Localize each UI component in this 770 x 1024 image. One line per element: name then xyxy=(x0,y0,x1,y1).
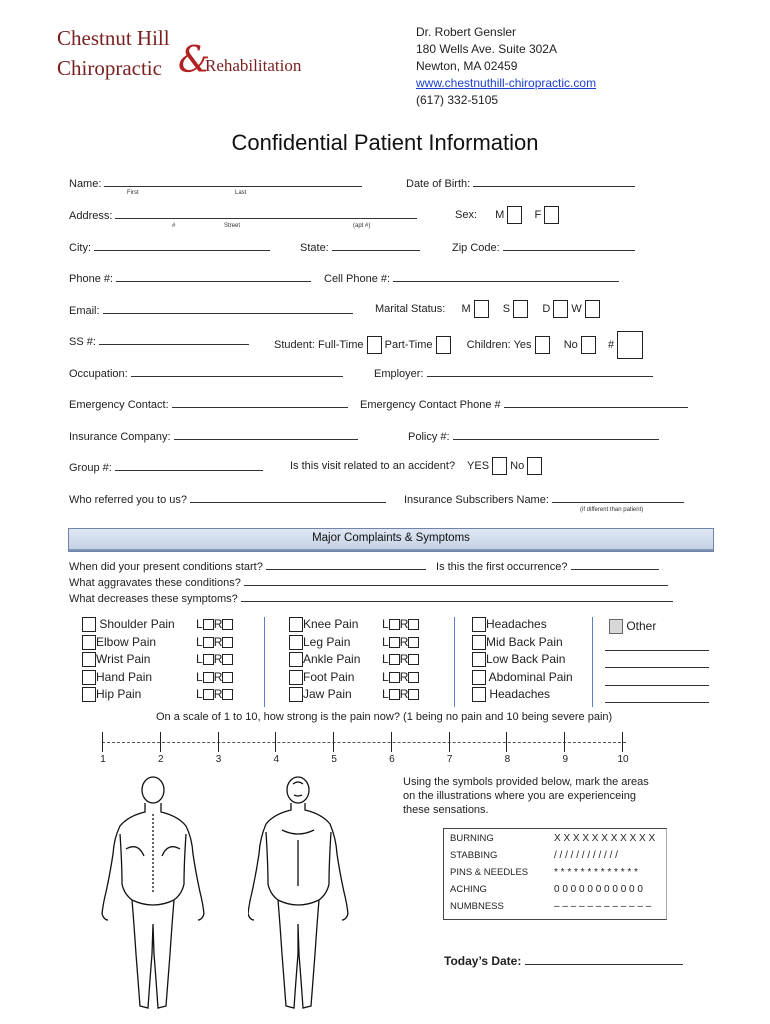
zip-label: Zip Code: xyxy=(452,242,500,254)
complaint-label: Hip Pain xyxy=(96,687,142,701)
name-field[interactable] xyxy=(104,176,362,187)
right-checkbox[interactable] xyxy=(408,654,419,665)
marital-s-checkbox[interactable] xyxy=(513,300,528,318)
page-title: Confidential Patient Information xyxy=(231,130,539,155)
legend-name: BURNING xyxy=(450,833,494,844)
name-label: Name: xyxy=(69,178,102,190)
children-no-label: No xyxy=(563,338,578,351)
legend-name: PINS & NEEDLES xyxy=(450,867,529,878)
cell-row xyxy=(324,271,619,285)
low-back-checkbox[interactable] xyxy=(472,652,486,667)
marital-m-checkbox[interactable] xyxy=(474,300,489,318)
scale-tick[interactable] xyxy=(506,732,507,752)
sex-female-label: F xyxy=(534,208,542,221)
left-checkbox[interactable] xyxy=(389,654,400,665)
emergency-phone-row xyxy=(360,397,688,411)
left-label: L xyxy=(382,617,389,631)
scale-label: 2 xyxy=(157,754,164,765)
other-block xyxy=(609,619,656,637)
logo-ampersand: & xyxy=(178,40,211,81)
right-label: R xyxy=(213,669,223,684)
q1b-label: Is this the first occurrence? xyxy=(436,561,568,573)
children-yes-label: Yes xyxy=(513,338,532,351)
insurance-row xyxy=(69,429,358,443)
phone-label: Phone #: xyxy=(69,273,114,285)
dob-label: Date of Birth: xyxy=(406,178,471,190)
clinic-info xyxy=(416,24,596,109)
complaint-label: Headaches xyxy=(489,687,551,701)
right-label: R xyxy=(399,634,409,649)
left-label: L xyxy=(382,652,389,666)
address-label: Address: xyxy=(69,210,113,222)
abdominal-checkbox[interactable] xyxy=(472,670,486,685)
marital-d-checkbox[interactable] xyxy=(553,300,568,318)
student-label: Student: xyxy=(274,338,315,351)
legend-row xyxy=(450,867,528,878)
right-label: R xyxy=(213,634,223,649)
todays-date-field[interactable] xyxy=(525,954,683,965)
column-divider xyxy=(592,617,593,707)
q2-row xyxy=(69,575,668,589)
left-label: L xyxy=(382,669,389,684)
left-checkbox[interactable] xyxy=(203,619,214,630)
fulltime-label: Full-Time xyxy=(318,338,364,351)
if-different-hint: (if different than patient) xyxy=(580,507,644,513)
marital-row xyxy=(375,300,600,318)
state-field[interactable] xyxy=(332,240,420,251)
clinic-street: 180 Wells Ave. Suite 302A xyxy=(416,42,557,56)
q1-row xyxy=(69,559,659,573)
scale-label: 5 xyxy=(331,754,337,765)
symbols-prompt xyxy=(403,775,649,817)
lr-col2 xyxy=(382,617,419,705)
pain-scale[interactable] xyxy=(96,730,636,770)
last-hint: Last xyxy=(235,190,247,196)
left-label: L xyxy=(196,687,203,701)
children-count-box[interactable] xyxy=(617,331,643,359)
num-hint: # xyxy=(172,223,176,229)
right-checkbox[interactable] xyxy=(222,654,233,665)
complaints-col1 xyxy=(82,617,175,705)
left-label: L xyxy=(196,652,203,666)
referred-row xyxy=(69,492,386,506)
accident-no-checkbox[interactable] xyxy=(527,457,542,475)
other-checkbox[interactable] xyxy=(609,619,623,634)
scale-label: 1 xyxy=(100,754,106,765)
legend-symbol: 0 0 0 0 0 0 0 0 0 0 0 xyxy=(554,884,643,895)
legend-name: ACHING xyxy=(450,884,487,895)
marital-w-checkbox[interactable] xyxy=(585,300,600,318)
complaint-label: Foot Pain xyxy=(303,669,355,684)
children-count-label: # xyxy=(607,338,615,351)
doctor-name: Dr. Robert Gensler xyxy=(416,25,517,39)
right-label: R xyxy=(399,652,409,666)
city-field[interactable] xyxy=(94,240,270,251)
children-label: Children: xyxy=(466,338,511,351)
left-checkbox[interactable] xyxy=(389,689,400,700)
right-label: R xyxy=(213,652,223,666)
sex-female-checkbox[interactable] xyxy=(544,206,559,224)
occupation-row xyxy=(69,366,343,380)
cell-label: Cell Phone #: xyxy=(324,273,391,285)
insurance-label: Insurance Company: xyxy=(69,431,171,443)
q1-label: When did your present conditions start? xyxy=(69,561,263,573)
right-label: R xyxy=(399,617,409,631)
hip-checkbox[interactable] xyxy=(82,687,96,702)
complaint-label: Low Back Pain xyxy=(486,652,566,666)
subscriber-row xyxy=(404,492,684,506)
section-title: Major Complaints & Symptoms xyxy=(312,532,470,544)
complaints-col2 xyxy=(289,617,360,705)
group-label: Group #: xyxy=(69,462,112,474)
complaint-label: Wrist Pain xyxy=(96,652,151,666)
left-label: L xyxy=(382,687,389,701)
referred-label: Who referred you to us? xyxy=(69,494,188,506)
headaches-checkbox[interactable] xyxy=(472,617,486,632)
name-row xyxy=(69,176,362,190)
student-row xyxy=(274,331,643,359)
body-diagram-front[interactable] xyxy=(248,774,388,1020)
scale-label: 4 xyxy=(273,754,280,765)
logo-line2b: Rehabilitation xyxy=(205,56,302,75)
complaint-label: Shoulder Pain xyxy=(99,617,175,631)
cell-field[interactable] xyxy=(393,271,619,282)
complaints-col3 xyxy=(472,617,573,705)
other-line[interactable] xyxy=(605,667,709,668)
q2-label: What aggravates these conditions? xyxy=(69,577,241,589)
left-checkbox[interactable] xyxy=(203,637,214,648)
parttime-checkbox[interactable] xyxy=(436,336,451,354)
legend-name: STABBING xyxy=(450,850,498,861)
other-line[interactable] xyxy=(605,650,709,651)
referred-field[interactable] xyxy=(190,492,386,503)
wrist-checkbox[interactable] xyxy=(82,652,96,667)
shoulder-checkbox[interactable] xyxy=(82,617,96,632)
marital-s-label: S xyxy=(502,302,511,315)
sex-male-label: M xyxy=(495,208,505,221)
scale-tick[interactable] xyxy=(333,732,334,752)
legend-symbol: X X X X X X X X X X X xyxy=(554,833,656,844)
body-diagram-back[interactable] xyxy=(98,774,248,1020)
occupation-label: Occupation: xyxy=(69,368,128,380)
street-hint: Street xyxy=(224,223,241,229)
right-checkbox[interactable] xyxy=(408,689,419,700)
emergency-field[interactable] xyxy=(172,397,348,408)
zip-row xyxy=(452,240,635,254)
right-checkbox[interactable] xyxy=(408,672,419,683)
scale-label: 7 xyxy=(446,754,453,765)
accident-yes-checkbox[interactable] xyxy=(492,457,507,475)
logo-line2a: Chiropractic xyxy=(57,56,162,80)
foot-checkbox[interactable] xyxy=(289,670,303,685)
todays-date-label: Today’s Date: xyxy=(444,954,522,968)
ss-label: SS #: xyxy=(69,336,96,348)
complaint-label: Jaw Pain xyxy=(303,687,352,701)
emergency-row xyxy=(69,397,348,411)
employer-row xyxy=(374,366,653,380)
dob-row xyxy=(406,176,635,190)
left-checkbox[interactable] xyxy=(203,672,214,683)
left-label: L xyxy=(196,634,203,649)
legend-symbol: – – – – – – – – – – – – xyxy=(554,901,652,912)
right-checkbox[interactable] xyxy=(222,672,233,683)
headaches2-checkbox[interactable] xyxy=(472,687,486,702)
accident-yes-label: YES xyxy=(467,459,490,472)
marital-m-label: M xyxy=(461,302,471,315)
mid-back-checkbox[interactable] xyxy=(472,635,486,650)
employer-label: Employer: xyxy=(374,368,424,380)
insurance-field[interactable] xyxy=(174,429,358,440)
complaint-label: Knee Pain xyxy=(303,617,359,631)
sex-label: Sex: xyxy=(455,208,478,221)
state-label: State: xyxy=(300,242,329,254)
scale-tick[interactable] xyxy=(218,732,219,752)
legend-row xyxy=(450,884,487,895)
group-row xyxy=(69,460,263,474)
left-checkbox[interactable] xyxy=(203,654,214,665)
emergency-label: Emergency Contact: xyxy=(69,399,169,411)
left-label: L xyxy=(382,634,389,649)
legend-name: NUMBNESS xyxy=(450,901,504,912)
sex-row xyxy=(455,206,559,224)
emergency-phone-field[interactable] xyxy=(504,397,688,408)
column-divider xyxy=(264,617,265,707)
scale-tick[interactable] xyxy=(564,732,565,752)
complaint-label: Hand Pain xyxy=(96,669,153,684)
q1b-field[interactable] xyxy=(571,559,659,570)
dob-field[interactable] xyxy=(473,176,635,187)
q1-field[interactable] xyxy=(266,559,426,570)
scale-label: 3 xyxy=(215,754,222,765)
complaint-label: Leg Pain xyxy=(303,634,351,649)
q3-label: What decreases these symptoms? xyxy=(69,593,238,605)
sex-male-checkbox[interactable] xyxy=(507,206,522,224)
clinic-logo xyxy=(55,24,315,86)
scale-tick[interactable] xyxy=(275,732,276,752)
complaint-label: Ankle Pain xyxy=(303,652,361,666)
accident-row xyxy=(290,457,542,475)
jaw-checkbox[interactable] xyxy=(289,687,303,702)
group-field[interactable] xyxy=(115,460,263,471)
emergency-phone-label: Emergency Contact Phone # xyxy=(360,399,501,411)
scale-tick[interactable] xyxy=(102,732,103,752)
state-row xyxy=(300,240,420,254)
scale-tick[interactable] xyxy=(160,732,161,752)
leg-checkbox[interactable] xyxy=(289,635,303,650)
scale-tick[interactable] xyxy=(391,732,392,752)
complaint-label: Abdominal Pain xyxy=(488,669,573,684)
legend-symbol: / / / / / / / / / / / / xyxy=(554,850,618,861)
marital-w-label: W xyxy=(571,302,582,315)
scale-label: 8 xyxy=(504,754,511,765)
address-field[interactable] xyxy=(115,208,417,219)
policy-field[interactable] xyxy=(453,429,659,440)
right-label: R xyxy=(213,687,223,701)
accident-label: Is this visit related to an accident? xyxy=(290,459,456,472)
policy-row xyxy=(408,429,659,443)
right-label: R xyxy=(399,687,409,701)
fulltime-checkbox[interactable] xyxy=(367,336,382,354)
city-label: City: xyxy=(69,242,91,254)
parttime-label: Part-Time xyxy=(384,338,433,351)
email-field[interactable] xyxy=(103,303,353,314)
left-checkbox[interactable] xyxy=(389,672,400,683)
other-line[interactable] xyxy=(605,702,709,703)
ankle-checkbox[interactable] xyxy=(289,652,303,667)
scale-label: 6 xyxy=(389,754,395,765)
right-checkbox[interactable] xyxy=(222,689,233,700)
scale-tick[interactable] xyxy=(622,732,623,752)
employer-field[interactable] xyxy=(427,366,653,377)
symbols-prompt-line: these sensations. xyxy=(403,804,489,816)
clinic-website[interactable]: www.chestnuthill-chiropractic.com xyxy=(416,76,597,90)
address-row xyxy=(69,208,417,222)
hand-checkbox[interactable] xyxy=(82,670,96,685)
knee-checkbox[interactable] xyxy=(289,617,303,632)
accident-no-label: No xyxy=(510,459,525,472)
right-checkbox[interactable] xyxy=(222,619,233,630)
right-checkbox[interactable] xyxy=(222,637,233,648)
scale-tick[interactable] xyxy=(449,732,450,752)
marital-label: Marital Status: xyxy=(375,302,446,315)
legend-row xyxy=(450,833,494,844)
symbols-prompt-line: Using the symbols provided below, mark the areas xyxy=(403,776,649,788)
left-checkbox[interactable] xyxy=(389,619,400,630)
complaint-label: Headaches xyxy=(486,617,547,631)
section-header xyxy=(68,528,714,552)
right-label: R xyxy=(213,617,223,631)
right-checkbox[interactable] xyxy=(408,637,419,648)
complaint-label: Mid Back Pain xyxy=(486,634,563,649)
policy-label: Policy #: xyxy=(408,431,450,443)
q2-field[interactable] xyxy=(244,575,668,586)
city-row xyxy=(69,240,270,254)
ss-field[interactable] xyxy=(99,334,249,345)
todays-date-row xyxy=(444,954,683,968)
symbol-legend xyxy=(443,828,667,920)
complaint-label: Elbow Pain xyxy=(96,634,157,649)
scale-label: 10 xyxy=(617,754,629,765)
left-checkbox[interactable] xyxy=(389,637,400,648)
symbols-prompt-line: on the illustrations where you are experienceing xyxy=(403,790,636,802)
phone-field[interactable] xyxy=(116,271,311,282)
phone-row xyxy=(69,271,311,285)
scale-prompt: On a scale of 1 to 10, how strong is the pain now? (1 being no pain and 10 being severe pain) xyxy=(156,711,613,723)
right-checkbox[interactable] xyxy=(408,619,419,630)
children-yes-checkbox[interactable] xyxy=(535,336,550,354)
left-label: L xyxy=(196,617,203,631)
ss-row xyxy=(69,334,249,348)
email-row xyxy=(69,303,353,317)
subscriber-field[interactable] xyxy=(552,492,684,503)
legend-row xyxy=(450,850,497,861)
scale-line xyxy=(102,742,626,743)
zip-field[interactable] xyxy=(503,240,635,251)
clinic-city: Newton, MA 02459 xyxy=(416,59,518,73)
elbow-checkbox[interactable] xyxy=(82,635,96,650)
legend-row xyxy=(450,901,504,912)
subscriber-label: Insurance Subscribers Name: xyxy=(404,494,549,506)
scale-label: 9 xyxy=(562,754,568,765)
q3-row xyxy=(69,591,673,605)
clinic-phone: (617) 332-5105 xyxy=(416,93,499,107)
apt-hint: (apt #) xyxy=(353,223,371,229)
column-divider xyxy=(454,617,455,707)
other-label: Other xyxy=(626,619,657,633)
right-label: R xyxy=(399,669,409,684)
logo-line1: Chestnut Hill xyxy=(57,26,170,50)
marital-d-label: D xyxy=(542,302,551,315)
email-label: Email: xyxy=(69,305,100,317)
q3-field[interactable] xyxy=(241,591,673,602)
other-line[interactable] xyxy=(605,685,709,686)
lr-col1 xyxy=(196,617,233,705)
occupation-field[interactable] xyxy=(131,366,343,377)
first-hint: First xyxy=(127,190,139,196)
left-checkbox[interactable] xyxy=(203,689,214,700)
legend-symbol: * * * * * * * * * * * * * xyxy=(554,867,638,878)
children-no-checkbox[interactable] xyxy=(581,336,596,354)
left-label: L xyxy=(196,669,203,684)
